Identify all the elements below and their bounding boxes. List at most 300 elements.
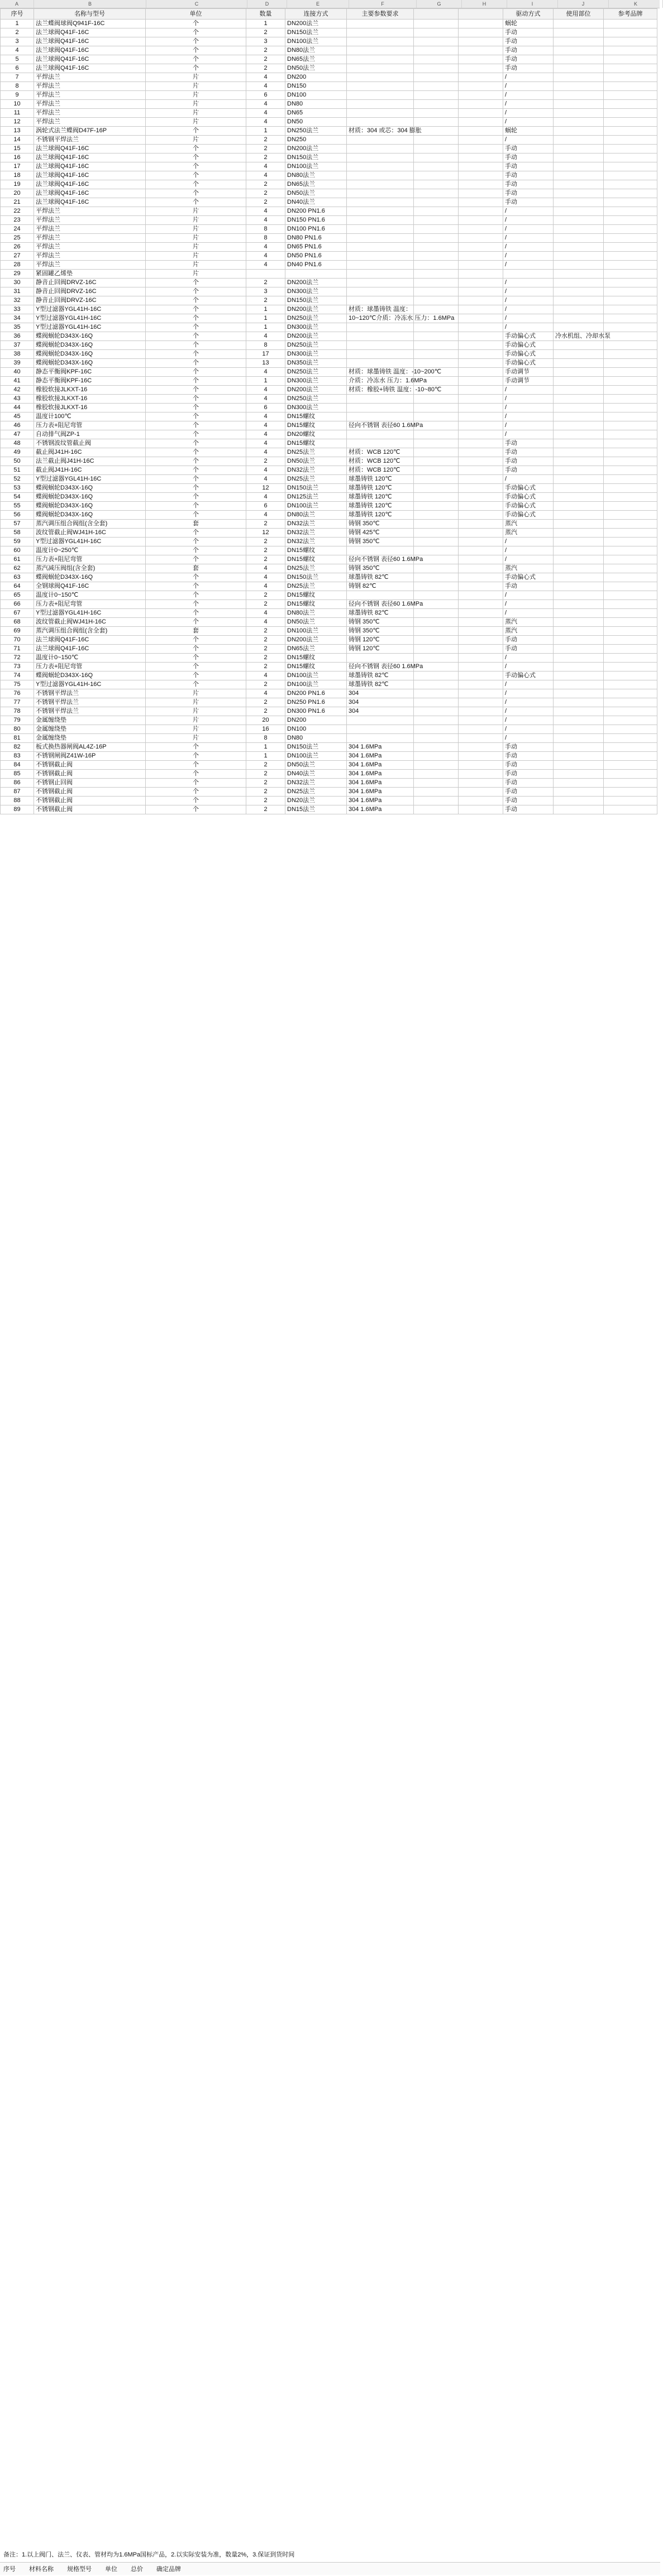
table-cell[interactable]: 手动 — [503, 180, 554, 189]
table-cell[interactable] — [414, 725, 459, 734]
table-cell[interactable] — [604, 91, 657, 100]
table-cell[interactable] — [604, 341, 657, 350]
table-cell[interactable] — [459, 538, 503, 546]
table-cell[interactable]: 片 — [146, 118, 246, 127]
table-cell[interactable] — [459, 511, 503, 520]
table-cell[interactable] — [604, 145, 657, 153]
table-cell[interactable]: 个 — [146, 529, 246, 538]
table-cell[interactable]: 个 — [146, 555, 246, 564]
table-cell[interactable]: / — [503, 252, 554, 261]
table-cell[interactable]: 4 — [246, 609, 285, 618]
table-cell[interactable]: 2 — [246, 654, 285, 663]
table-cell[interactable] — [459, 663, 503, 671]
table-cell[interactable]: / — [503, 100, 554, 109]
table-cell[interactable]: 法兰球阀Q41F-16C — [34, 153, 146, 162]
table-cell[interactable] — [604, 448, 657, 457]
table-cell[interactable]: 压力表+阻尼弯管 — [34, 421, 146, 430]
table-cell[interactable]: / — [503, 689, 554, 698]
table-cell[interactable]: 静音止回阀DRVZ-16C — [34, 279, 146, 287]
table-cell[interactable] — [414, 412, 459, 421]
table-cell[interactable]: 径向不锈钢 表径60 1.6MPa — [347, 555, 414, 564]
table-cell[interactable] — [604, 466, 657, 475]
table-cell[interactable]: 4 — [246, 332, 285, 341]
table-cell[interactable] — [414, 448, 459, 457]
table-cell[interactable] — [604, 538, 657, 546]
table-cell[interactable]: DN50法兰 — [285, 457, 347, 466]
table-cell[interactable]: / — [503, 698, 554, 707]
table-cell[interactable] — [554, 734, 604, 743]
table-cell[interactable]: 铸钢 425℃ — [347, 529, 414, 538]
table-cell[interactable]: 金属缠绕垫 — [34, 725, 146, 734]
header-col-g[interactable] — [414, 9, 459, 20]
table-cell[interactable]: 径向不锈钢 表径60 1.6MPa — [347, 600, 414, 609]
table-cell[interactable] — [347, 261, 414, 270]
table-cell[interactable]: 个 — [146, 770, 246, 779]
table-cell[interactable]: 球墨铸铁 120℃ — [347, 475, 414, 484]
table-cell[interactable] — [604, 109, 657, 118]
table-cell[interactable]: 58 — [1, 529, 34, 538]
table-cell[interactable] — [604, 430, 657, 439]
table-cell[interactable] — [459, 805, 503, 814]
table-cell[interactable] — [459, 64, 503, 73]
table-cell[interactable]: / — [503, 654, 554, 663]
table-cell[interactable]: 个 — [146, 448, 246, 457]
table-cell[interactable]: 个 — [146, 788, 246, 797]
table-cell[interactable]: 1 — [246, 20, 285, 28]
table-cell[interactable]: 手动 — [503, 752, 554, 761]
table-cell[interactable]: 不锈钢闸阀Z41W-16P — [34, 752, 146, 761]
table-cell[interactable]: 法兰球阀Q41F-16C — [34, 180, 146, 189]
table-cell[interactable] — [347, 716, 414, 725]
table-cell[interactable]: 2 — [246, 555, 285, 564]
table-cell[interactable]: 个 — [146, 484, 246, 493]
table-cell[interactable] — [554, 797, 604, 805]
table-cell[interactable]: 不锈钢平焊法兰 — [34, 136, 146, 145]
table-cell[interactable]: 个 — [146, 287, 246, 296]
table-cell[interactable]: 材质：WCB 120℃ — [347, 448, 414, 457]
table-cell[interactable]: DN80法兰 — [285, 171, 347, 180]
table-cell[interactable]: DN50 PN1.6 — [285, 252, 347, 261]
table-cell[interactable]: 片 — [146, 270, 246, 279]
table-cell[interactable]: 手动 — [503, 466, 554, 475]
table-cell[interactable]: 4 — [246, 82, 285, 91]
table-cell[interactable] — [347, 332, 414, 341]
table-cell[interactable]: / — [503, 73, 554, 82]
table-cell[interactable] — [459, 136, 503, 145]
table-cell[interactable] — [459, 234, 503, 243]
table-cell[interactable] — [459, 118, 503, 127]
table-cell[interactable]: 13 — [246, 359, 285, 368]
table-cell[interactable] — [604, 100, 657, 109]
table-cell[interactable]: / — [503, 404, 554, 412]
table-cell[interactable]: DN100法兰 — [285, 671, 347, 680]
table-cell[interactable] — [459, 252, 503, 261]
table-cell[interactable]: DN200 PN1.6 — [285, 207, 347, 216]
table-cell[interactable]: 法兰球阀Q41F-16C — [34, 645, 146, 654]
table-cell[interactable]: 个 — [146, 546, 246, 555]
table-cell[interactable]: DN15螺纹 — [285, 591, 347, 600]
table-cell[interactable]: DN50 — [285, 118, 347, 127]
table-cell[interactable] — [347, 323, 414, 332]
table-cell[interactable] — [554, 627, 604, 636]
table-cell[interactable] — [414, 582, 459, 591]
table-cell[interactable] — [347, 287, 414, 296]
table-cell[interactable] — [554, 591, 604, 600]
table-cell[interactable]: DN80 — [285, 734, 347, 743]
table-cell[interactable]: 铸钢 350℃ — [347, 520, 414, 529]
table-cell[interactable]: / — [503, 538, 554, 546]
table-cell[interactable] — [459, 20, 503, 28]
table-cell[interactable] — [246, 270, 285, 279]
table-cell[interactable]: 径向不锈钢 表径60 1.6MPa — [347, 663, 414, 671]
table-cell[interactable]: DN250法兰 — [285, 395, 347, 404]
table-cell[interactable]: Y型过滤器YGL41H-16C — [34, 609, 146, 618]
table-cell[interactable] — [554, 680, 604, 689]
table-cell[interactable]: DN250法兰 — [285, 127, 347, 136]
table-cell[interactable] — [604, 609, 657, 618]
table-cell[interactable] — [604, 734, 657, 743]
table-cell[interactable]: DN300法兰 — [285, 404, 347, 412]
table-cell[interactable]: 手动偏心式 — [503, 484, 554, 493]
table-cell[interactable] — [459, 725, 503, 734]
table-cell[interactable] — [604, 377, 657, 386]
table-cell[interactable] — [554, 484, 604, 493]
table-cell[interactable]: 截止阀J41H-16C — [34, 466, 146, 475]
table-cell[interactable] — [459, 225, 503, 234]
table-cell[interactable]: 平焊法兰 — [34, 261, 146, 270]
table-cell[interactable]: 个 — [146, 64, 246, 73]
table-cell[interactable] — [554, 475, 604, 484]
table-cell[interactable] — [554, 600, 604, 609]
table-cell[interactable]: 个 — [146, 654, 246, 663]
table-cell[interactable] — [604, 305, 657, 314]
table-cell[interactable] — [347, 73, 414, 82]
table-cell[interactable]: 法兰球阀Q41F-16C — [34, 28, 146, 37]
table-cell[interactable] — [414, 189, 459, 198]
table-cell[interactable]: 4 — [246, 216, 285, 225]
table-cell[interactable]: 个 — [146, 145, 246, 153]
table-cell[interactable]: 59 — [1, 538, 34, 546]
table-cell[interactable] — [347, 296, 414, 305]
table-cell[interactable] — [554, 100, 604, 109]
table-cell[interactable]: 72 — [1, 654, 34, 663]
table-cell[interactable] — [347, 279, 414, 287]
table-cell[interactable]: 径向不锈钢 表径60 1.6MPa — [347, 421, 414, 430]
table-cell[interactable] — [459, 296, 503, 305]
table-cell[interactable] — [414, 359, 459, 368]
table-cell[interactable] — [554, 466, 604, 475]
table-cell[interactable] — [414, 234, 459, 243]
table-cell[interactable]: 平焊法兰 — [34, 82, 146, 91]
table-cell[interactable] — [347, 136, 414, 145]
table-cell[interactable]: / — [503, 296, 554, 305]
table-cell[interactable]: DN150法兰 — [285, 484, 347, 493]
table-cell[interactable]: 61 — [1, 555, 34, 564]
table-cell[interactable]: 83 — [1, 752, 34, 761]
table-cell[interactable]: 13 — [1, 127, 34, 136]
table-cell[interactable]: 手动偏心式 — [503, 511, 554, 520]
table-cell[interactable] — [604, 564, 657, 573]
table-cell[interactable]: DN40法兰 — [285, 198, 347, 207]
table-cell[interactable]: DN32法兰 — [285, 538, 347, 546]
table-cell[interactable]: 38 — [1, 350, 34, 359]
table-cell[interactable]: / — [503, 663, 554, 671]
table-cell[interactable] — [554, 395, 604, 404]
table-cell[interactable]: 42 — [1, 386, 34, 395]
table-cell[interactable] — [459, 707, 503, 716]
table-cell[interactable] — [347, 404, 414, 412]
table-cell[interactable] — [414, 734, 459, 743]
column-letter[interactable]: H — [462, 0, 507, 8]
table-cell[interactable]: 个 — [146, 377, 246, 386]
table-cell[interactable]: 温度计0~150℃ — [34, 591, 146, 600]
table-cell[interactable]: 片 — [146, 109, 246, 118]
table-cell[interactable] — [459, 100, 503, 109]
table-cell[interactable]: DN50法兰 — [285, 189, 347, 198]
table-cell[interactable] — [459, 145, 503, 153]
table-cell[interactable] — [347, 118, 414, 127]
table-cell[interactable] — [604, 663, 657, 671]
table-cell[interactable] — [554, 198, 604, 207]
table-cell[interactable]: Y型过滤器YGL41H-16C — [34, 475, 146, 484]
table-cell[interactable] — [414, 475, 459, 484]
table-cell[interactable]: 蝶阀蜗轮D343X-16Q — [34, 350, 146, 359]
table-cell[interactable]: / — [503, 323, 554, 332]
table-cell[interactable]: 2 — [246, 546, 285, 555]
table-cell[interactable] — [554, 412, 604, 421]
table-cell[interactable]: / — [503, 118, 554, 127]
table-cell[interactable] — [554, 725, 604, 734]
table-cell[interactable]: 个 — [146, 582, 246, 591]
table-cell[interactable] — [554, 377, 604, 386]
table-cell[interactable]: / — [503, 287, 554, 296]
table-cell[interactable]: 个 — [146, 439, 246, 448]
table-cell[interactable]: 304 — [347, 707, 414, 716]
table-cell[interactable] — [459, 484, 503, 493]
table-cell[interactable] — [554, 529, 604, 538]
table-cell[interactable] — [459, 493, 503, 502]
table-cell[interactable]: DN250法兰 — [285, 314, 347, 323]
table-cell[interactable]: 个 — [146, 359, 246, 368]
table-cell[interactable]: 3 — [246, 37, 285, 46]
table-cell[interactable]: 2 — [246, 698, 285, 707]
table-cell[interactable] — [459, 457, 503, 466]
table-cell[interactable] — [459, 404, 503, 412]
table-cell[interactable]: / — [503, 725, 554, 734]
table-cell[interactable] — [554, 538, 604, 546]
column-letter[interactable]: A — [0, 0, 34, 8]
table-cell[interactable] — [459, 216, 503, 225]
table-cell[interactable]: 个 — [146, 314, 246, 323]
table-cell[interactable]: 2 — [246, 680, 285, 689]
table-cell[interactable]: 蒸汽 — [503, 627, 554, 636]
table-cell[interactable]: Y型过滤器YGL41H-16C — [34, 305, 146, 314]
table-cell[interactable] — [459, 55, 503, 64]
table-cell[interactable]: 20 — [1, 189, 34, 198]
table-cell[interactable]: / — [503, 430, 554, 439]
table-cell[interactable]: 温度计100℃ — [34, 412, 146, 421]
table-cell[interactable]: / — [503, 555, 554, 564]
table-cell[interactable] — [414, 618, 459, 627]
table-cell[interactable]: 法兰球阀Q41F-16C — [34, 636, 146, 645]
table-cell[interactable]: 介质：冷冻水 压力：1.6MPa — [347, 377, 414, 386]
column-letter[interactable]: J — [558, 0, 609, 8]
table-cell[interactable]: / — [503, 314, 554, 323]
table-cell[interactable] — [347, 243, 414, 252]
table-cell[interactable]: 平焊法兰 — [34, 234, 146, 243]
table-cell[interactable]: DN200法兰 — [285, 20, 347, 28]
table-cell[interactable] — [459, 448, 503, 457]
table-cell[interactable] — [459, 270, 503, 279]
table-cell[interactable]: 自动排气阀ZP-1 — [34, 430, 146, 439]
table-cell[interactable] — [554, 493, 604, 502]
table-cell[interactable]: 蜗轮 — [503, 20, 554, 28]
table-cell[interactable]: 球墨铸铁 120℃ — [347, 484, 414, 493]
table-cell[interactable]: 手动 — [503, 153, 554, 162]
table-cell[interactable]: DN200法兰 — [285, 279, 347, 287]
table-cell[interactable]: DN40法兰 — [285, 770, 347, 779]
table-cell[interactable] — [414, 538, 459, 546]
table-cell[interactable] — [554, 73, 604, 82]
table-cell[interactable] — [604, 707, 657, 716]
table-cell[interactable] — [347, 145, 414, 153]
table-cell[interactable]: 87 — [1, 788, 34, 797]
table-cell[interactable] — [459, 573, 503, 582]
table-cell[interactable]: 静音止回阀DRVZ-16C — [34, 296, 146, 305]
table-cell[interactable]: 个 — [146, 127, 246, 136]
header-usage[interactable]: 使用部位 — [554, 9, 604, 20]
table-cell[interactable] — [604, 645, 657, 654]
table-cell[interactable]: 法兰球阀Q41F-16C — [34, 64, 146, 73]
table-cell[interactable] — [554, 645, 604, 654]
table-cell[interactable]: 36 — [1, 332, 34, 341]
table-cell[interactable] — [604, 180, 657, 189]
table-cell[interactable] — [414, 261, 459, 270]
table-cell[interactable]: DN300 PN1.6 — [285, 707, 347, 716]
table-cell[interactable]: / — [503, 207, 554, 216]
table-cell[interactable]: 2 — [246, 761, 285, 770]
table-cell[interactable] — [554, 404, 604, 412]
table-cell[interactable]: 22 — [1, 207, 34, 216]
table-cell[interactable]: 板式换热器闸阀AL4Z-16P — [34, 743, 146, 752]
table-cell[interactable]: DN32法兰 — [285, 520, 347, 529]
table-cell[interactable]: 2 — [246, 788, 285, 797]
table-cell[interactable]: DN25法兰 — [285, 788, 347, 797]
table-cell[interactable]: 个 — [146, 591, 246, 600]
table-cell[interactable]: / — [503, 109, 554, 118]
table-cell[interactable]: 57 — [1, 520, 34, 529]
table-cell[interactable] — [503, 270, 554, 279]
table-cell[interactable] — [347, 180, 414, 189]
table-cell[interactable] — [414, 216, 459, 225]
table-cell[interactable] — [459, 752, 503, 761]
table-cell[interactable]: 法兰球阀Q41F-16C — [34, 145, 146, 153]
table-cell[interactable] — [604, 493, 657, 502]
table-cell[interactable] — [554, 770, 604, 779]
table-cell[interactable] — [604, 252, 657, 261]
table-cell[interactable]: 2 — [246, 707, 285, 716]
table-cell[interactable]: DN15螺纹 — [285, 555, 347, 564]
table-cell[interactable]: 41 — [1, 377, 34, 386]
table-cell[interactable]: / — [503, 475, 554, 484]
table-cell[interactable]: 手动 — [503, 636, 554, 645]
table-cell[interactable]: 橡胶软接JLKXT-16 — [34, 404, 146, 412]
table-cell[interactable] — [459, 73, 503, 82]
table-cell[interactable]: 平焊法兰 — [34, 207, 146, 216]
table-cell[interactable] — [285, 270, 347, 279]
table-cell[interactable] — [414, 520, 459, 529]
table-cell[interactable]: 材质：WCB 120℃ — [347, 457, 414, 466]
table-cell[interactable]: 平焊法兰 — [34, 109, 146, 118]
table-cell[interactable]: 个 — [146, 421, 246, 430]
table-cell[interactable] — [414, 466, 459, 475]
column-letter[interactable]: E — [287, 0, 349, 8]
table-cell[interactable] — [347, 153, 414, 162]
table-cell[interactable]: / — [503, 91, 554, 100]
table-cell[interactable]: 手动 — [503, 448, 554, 457]
table-cell[interactable]: 304 — [347, 698, 414, 707]
table-cell[interactable]: 34 — [1, 314, 34, 323]
table-cell[interactable] — [604, 618, 657, 627]
table-cell[interactable]: / — [503, 82, 554, 91]
table-cell[interactable] — [414, 296, 459, 305]
table-cell[interactable]: 蒸汽调压组合阀组(含全套) — [34, 520, 146, 529]
table-cell[interactable] — [554, 752, 604, 761]
table-cell[interactable]: 7 — [1, 73, 34, 82]
table-cell[interactable] — [554, 171, 604, 180]
table-cell[interactable]: 片 — [146, 243, 246, 252]
table-cell[interactable] — [414, 332, 459, 341]
table-cell[interactable] — [604, 64, 657, 73]
table-cell[interactable] — [554, 359, 604, 368]
header-drive[interactable]: 驱动方式 — [503, 9, 554, 20]
table-cell[interactable] — [459, 734, 503, 743]
table-cell[interactable]: 4 — [246, 448, 285, 457]
table-cell[interactable]: / — [503, 600, 554, 609]
table-cell[interactable] — [554, 180, 604, 189]
table-cell[interactable] — [604, 189, 657, 198]
table-cell[interactable] — [554, 127, 604, 136]
table-cell[interactable] — [459, 582, 503, 591]
table-cell[interactable]: DN20法兰 — [285, 797, 347, 805]
table-cell[interactable]: 金属缠绕垫 — [34, 734, 146, 743]
table-cell[interactable] — [554, 46, 604, 55]
table-cell[interactable]: / — [503, 279, 554, 287]
table-cell[interactable] — [414, 752, 459, 761]
table-cell[interactable] — [414, 645, 459, 654]
table-cell[interactable]: 4 — [246, 511, 285, 520]
table-cell[interactable] — [604, 457, 657, 466]
table-cell[interactable]: 4 — [246, 493, 285, 502]
table-cell[interactable] — [459, 627, 503, 636]
table-cell[interactable]: 18 — [1, 171, 34, 180]
table-cell[interactable]: / — [503, 421, 554, 430]
table-cell[interactable] — [604, 698, 657, 707]
table-cell[interactable] — [604, 37, 657, 46]
table-cell[interactable]: 平焊法兰 — [34, 100, 146, 109]
table-cell[interactable] — [459, 359, 503, 368]
table-cell[interactable] — [414, 145, 459, 153]
table-cell[interactable]: 不锈钢平焊法兰 — [34, 689, 146, 698]
table-cell[interactable] — [604, 118, 657, 127]
table-cell[interactable] — [414, 591, 459, 600]
table-cell[interactable]: 21 — [1, 198, 34, 207]
table-cell[interactable]: 橡胶软接JLKXT-16 — [34, 395, 146, 404]
table-cell[interactable]: 个 — [146, 600, 246, 609]
table-cell[interactable]: 4 — [246, 689, 285, 698]
table-cell[interactable] — [604, 743, 657, 752]
table-cell[interactable] — [604, 770, 657, 779]
